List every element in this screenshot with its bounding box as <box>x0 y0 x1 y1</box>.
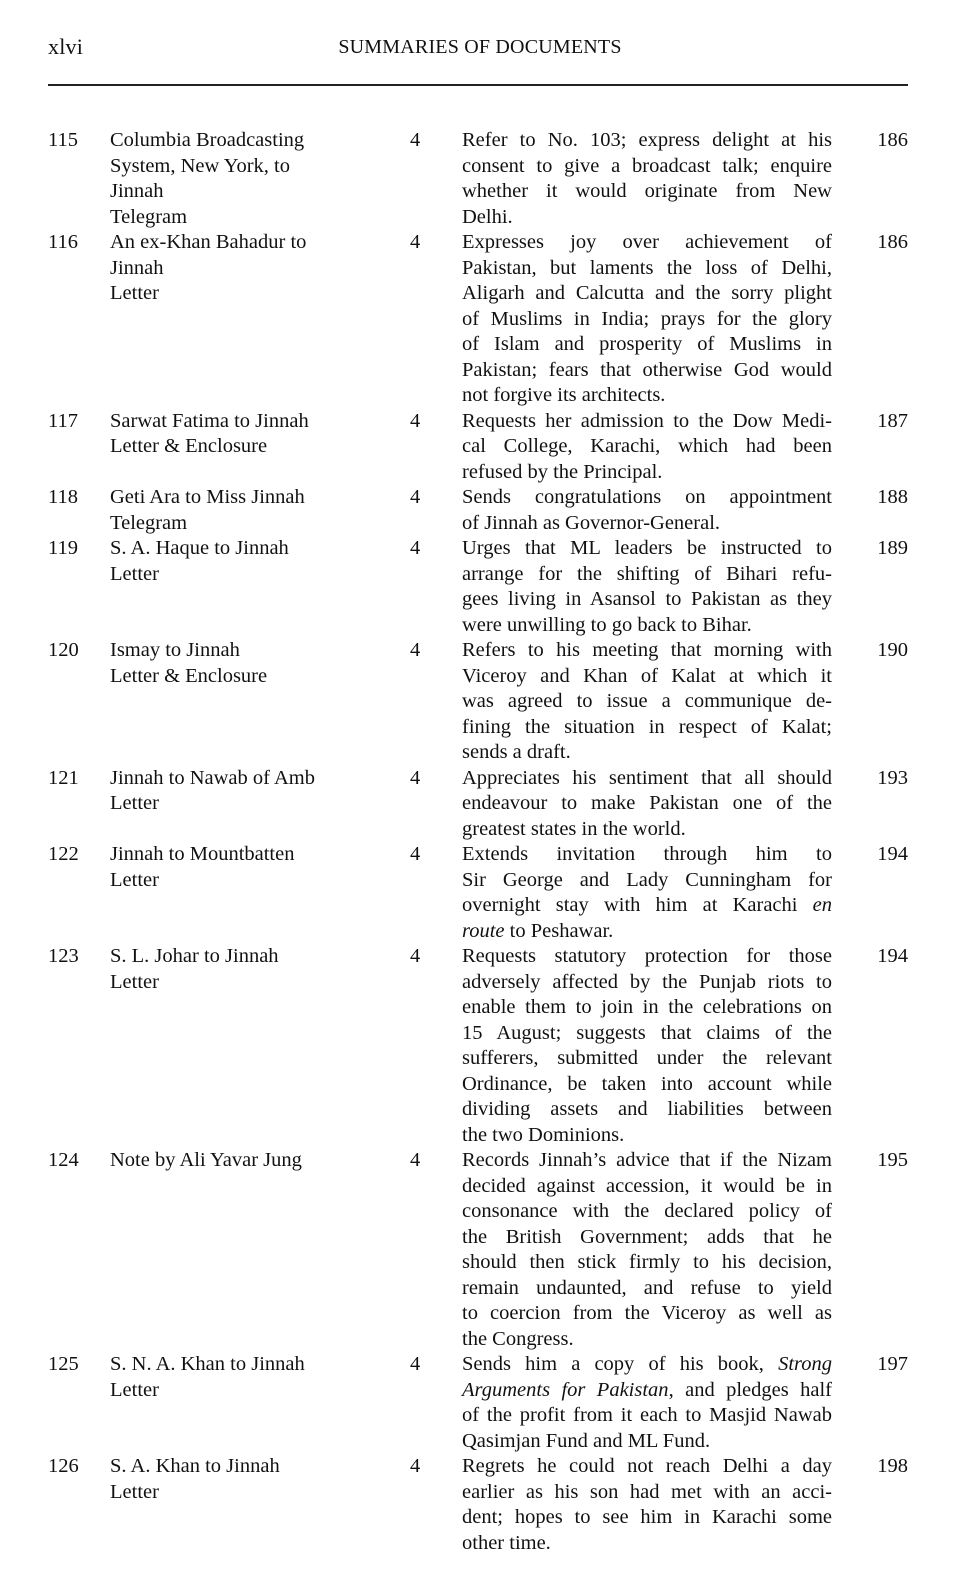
volume-number: 4 <box>410 409 421 432</box>
page-number: 194 <box>877 945 908 967</box>
summary-entry <box>48 638 912 766</box>
summary-list <box>48 128 912 1556</box>
summary-line: the Congress. <box>462 1327 574 1350</box>
summary-line: were unwilling to go back to Bihar. <box>462 613 752 636</box>
title-line: S. N. A. Khan to Jinnah <box>110 1353 305 1375</box>
italic-text: Strong <box>778 1353 832 1375</box>
summary-line: Sends him a copy of his book, Strong <box>462 1353 832 1375</box>
title-line: Letter <box>110 282 159 304</box>
summary-line: 15 August; suggests that claims of the <box>462 1021 832 1044</box>
document-title <box>110 230 410 307</box>
title-line: S. A. Haque to Jinnah <box>110 537 289 559</box>
summary-line: Appreciates his sentiment that all should <box>462 766 832 789</box>
summary-line: Refer to No. 103; express delight at his <box>462 129 832 151</box>
document-title <box>110 409 410 460</box>
document-number: 117 <box>48 409 78 432</box>
title-line: Letter <box>110 868 159 891</box>
summary-line: Refers to his meeting that morning with <box>462 639 832 661</box>
summary-line: enable them to join in the celebrations on <box>462 996 832 1018</box>
title-line: System, New York, to <box>110 154 290 177</box>
summary-entry <box>48 944 912 1148</box>
summary-line: consent to give a broadcast talk; enquire <box>462 154 832 177</box>
summary-line: adversely affected by the Punjab riots to <box>462 970 832 993</box>
summary-line: Urges that ML leaders be instructed to <box>462 537 832 559</box>
summary-line: Sir George and Lady Cunningham for <box>462 868 832 891</box>
summary-entry <box>48 409 912 486</box>
volume-number: 4 <box>410 486 421 508</box>
summary-line: overnight stay with him at Karachi en <box>462 894 832 916</box>
title-line: Jinnah to Mountbatten <box>110 843 295 865</box>
document-summary <box>462 128 832 230</box>
page-number: 189 <box>877 537 908 559</box>
document-summary <box>462 638 832 766</box>
document-title <box>110 536 410 587</box>
document-title <box>110 1352 410 1403</box>
italic-text: en <box>812 894 832 916</box>
summary-line: sends a draft. <box>462 741 571 763</box>
title-line: S. L. Johar to Jinnah <box>110 945 279 967</box>
document-title <box>110 842 410 893</box>
document-number: 126 <box>48 1455 79 1477</box>
document-title <box>110 944 410 995</box>
summary-line: dent; hopes to see him in Karachi some <box>462 1506 832 1528</box>
summary-line: decided against accession, it would be in <box>462 1174 832 1197</box>
summary-entry <box>48 536 912 638</box>
summary-line: earlier as his son had met with an acci- <box>462 1480 832 1503</box>
summary-line: Expresses joy over achievement of <box>462 231 832 253</box>
summary-line: refused by the Principal. <box>462 460 663 483</box>
document-number: 116 <box>48 231 78 253</box>
document-summary <box>462 536 832 638</box>
summary-line: endeavour to make Pakistan one of the <box>462 792 832 814</box>
header-rule <box>48 84 908 86</box>
title-line: An ex-Khan Bahadur to <box>110 231 307 253</box>
title-line: Sarwat Fatima to Jinnah <box>110 409 309 432</box>
summary-line: was agreed to issue a communique de- <box>462 690 832 712</box>
summary-line: Delhi. <box>462 205 513 228</box>
summary-line: gees living in Asansol to Pakistan as they <box>462 588 832 610</box>
document-number: 115 <box>48 129 78 151</box>
volume-number: 4 <box>410 766 421 789</box>
title-line: Letter <box>110 970 159 993</box>
document-title <box>110 485 410 536</box>
title-line: Letter <box>110 1480 159 1503</box>
summary-line: of Jinnah as Governor-General. <box>462 511 721 534</box>
summary-line: Regrets he could not reach Delhi a day <box>462 1455 832 1477</box>
title-line: Telegram <box>110 511 188 534</box>
document-summary <box>462 842 832 944</box>
summary-line: cal College, Karachi, which had been <box>462 435 832 457</box>
document-title <box>110 638 410 689</box>
page-number: 186 <box>877 129 908 151</box>
title-line: Geti Ara to Miss Jinnah <box>110 486 305 508</box>
summary-line: Arguments for Pakistan, and pledges half <box>462 1378 833 1401</box>
document-summary <box>462 766 832 843</box>
italic-text: Arguments for Pakistan <box>462 1378 669 1401</box>
title-line: Jinnah to Nawab of Amb <box>110 766 315 789</box>
volume-number: 4 <box>410 945 421 967</box>
document-summary <box>462 944 832 1148</box>
document-summary <box>462 485 832 536</box>
summary-entry <box>48 842 912 944</box>
summary-line: consonance with the declared policy of <box>462 1200 832 1222</box>
document-number: 118 <box>48 486 78 508</box>
volume-number: 4 <box>410 639 421 661</box>
document-summary <box>462 1352 832 1454</box>
document-title <box>110 1454 410 1505</box>
summary-line: sufferers, submitted under the relevant <box>462 1047 832 1069</box>
summary-entry <box>48 230 912 409</box>
summary-line: Ordinance, be taken into account while <box>462 1072 832 1095</box>
summary-line: Aligarh and Calcutta and the sorry plight <box>462 282 832 304</box>
title-line: Letter <box>110 792 159 814</box>
summary-line: should then stick firmly to his decision, <box>462 1251 832 1273</box>
page-number: 195 <box>877 1149 908 1171</box>
title-line: Ismay to Jinnah <box>110 639 240 661</box>
volume-number: 4 <box>410 231 421 253</box>
title-line: Note by Ali Yavar Jung <box>110 1149 302 1171</box>
summary-entry <box>48 1454 912 1556</box>
page-folio: xlvi <box>48 34 84 59</box>
volume-number: 4 <box>410 1149 421 1171</box>
page-number: 198 <box>877 1455 908 1477</box>
summary-entry <box>48 485 912 536</box>
summary-entry <box>48 1352 912 1454</box>
page-number: 194 <box>877 843 908 865</box>
volume-number: 4 <box>410 843 421 865</box>
summary-entry <box>48 766 912 843</box>
summary-line: remain undaunted, and refuse to yield <box>462 1276 832 1299</box>
page-number: 188 <box>877 486 908 508</box>
summary-line: Pakistan, but laments the loss of Delhi, <box>462 256 832 279</box>
document-number: 124 <box>48 1149 79 1171</box>
summary-line: whether it would originate from New <box>462 180 832 202</box>
summary-line: of Muslims in India; prays for the glory <box>462 307 832 330</box>
page-number: 193 <box>877 766 908 789</box>
document-number: 122 <box>48 843 79 865</box>
volume-number: 4 <box>410 1353 421 1375</box>
summary-line: greatest states in the world. <box>462 817 686 840</box>
italic-text: route <box>462 919 505 942</box>
document-summary <box>462 230 832 409</box>
title-line: S. A. Khan to Jinnah <box>110 1455 280 1477</box>
summary-entry <box>48 1148 912 1352</box>
summary-line: fining the situation in respect of Kalat; <box>462 715 832 738</box>
page-header <box>48 34 908 64</box>
summary-line: Requests her admission to the Dow Medi- <box>462 409 832 432</box>
summary-entry <box>48 128 912 230</box>
summary-line: route to Peshawar. <box>462 919 614 942</box>
document-number: 123 <box>48 945 79 967</box>
summary-line: of the profit from it each to Masjid Nawab <box>462 1404 832 1426</box>
summary-line: Sends congratulations on appointment <box>462 486 832 508</box>
summary-line: Viceroy and Khan of Kalat at which it <box>462 664 832 687</box>
document-title <box>110 1148 410 1174</box>
title-line: Letter <box>110 1378 159 1401</box>
title-line: Letter <box>110 562 159 585</box>
volume-number: 4 <box>410 129 421 151</box>
summary-line: arrange for the shifting of Bihari refu- <box>462 562 832 585</box>
summary-line: the two Dominions. <box>462 1123 625 1146</box>
title-line: Columbia Broadcasting <box>110 129 305 151</box>
volume-number: 4 <box>410 1455 421 1477</box>
summary-line: to coercion from the Viceroy as well as <box>462 1302 832 1324</box>
summary-line: Extends invitation through him to <box>462 843 832 865</box>
document-number: 125 <box>48 1353 79 1375</box>
document-number: 120 <box>48 639 79 661</box>
summary-line: Qasimjan Fund and ML Fund. <box>462 1429 711 1452</box>
summary-line: dividing assets and liabilities between <box>462 1098 832 1120</box>
summary-line: other time. <box>462 1531 551 1554</box>
title-line: Letter & Enclosure <box>110 435 268 457</box>
document-summary <box>462 409 832 486</box>
page-number: 187 <box>877 409 908 432</box>
volume-number: 4 <box>410 537 421 559</box>
title-line: Jinnah <box>110 180 164 202</box>
document-title <box>110 766 410 817</box>
summary-line: of Islam and prosperity of Muslims in <box>462 333 832 355</box>
document-number: 119 <box>48 537 78 559</box>
summary-line: Requests statutory protection for those <box>462 945 832 967</box>
page-number: 186 <box>877 231 908 253</box>
summary-line: the British Government; adds that he <box>462 1225 832 1248</box>
title-line: Jinnah <box>110 256 164 279</box>
title-line: Letter & Enclosure <box>110 664 268 687</box>
document-number: 121 <box>48 766 79 789</box>
title-line: Telegram <box>110 205 188 228</box>
summary-line: Pakistan; fears that otherwise God would <box>462 358 832 381</box>
summary-line: not forgive its architects. <box>462 384 666 406</box>
running-title: SUMMARIES OF DOCUMENTS <box>338 36 622 58</box>
document-summary <box>462 1148 832 1352</box>
page-number: 190 <box>877 639 908 661</box>
summary-line: Records Jinnah’s advice that if the Nizam <box>462 1149 832 1171</box>
page-number: 197 <box>877 1353 908 1375</box>
document-title <box>110 128 410 230</box>
document-summary <box>462 1454 832 1556</box>
